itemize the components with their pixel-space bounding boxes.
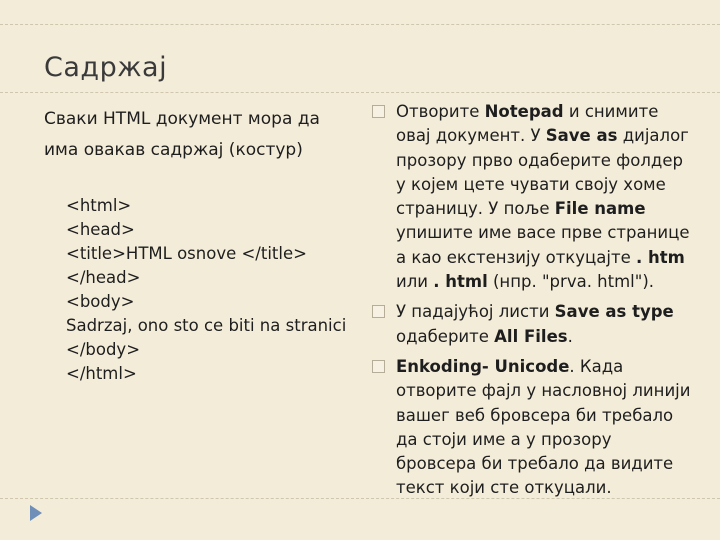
bullet-bold-term: Save as [545,126,618,146]
bullet-bold-term: . htm [635,247,685,267]
bullet-bold-term: Notepad [484,102,564,121]
bullet-text: У падајућој листи [396,302,555,322]
code-line: <html> [66,196,132,215]
code-line: </body> [66,340,141,359]
bullet-bold-term: File name [554,199,646,219]
instructions-list [372,100,692,507]
title-dashed-divider [0,92,720,93]
next-slide-arrow-icon[interactable] [30,505,42,521]
bullet-item [372,355,692,501]
code-line: <title>HTML osnove </title> [66,244,307,263]
bullet-text: Отворите [396,102,485,121]
bullet-text: или [396,272,434,292]
code-line: Sadrzaj, ono sto ce biti na stranici [66,316,347,335]
bullet-text: упишите име васе прве странице а као екстензију откуцајте [396,223,690,267]
bullet-bold-term: Save as type [554,302,674,322]
code-line: <body> [66,292,135,311]
intro-text: Сваки HTML документ мора да има овакав садржај (костур) [44,109,320,160]
square-bullet-icon [372,360,385,373]
bullet-text: дијалог прозору прво одаберите фолдер у којем цете чувати своју хоме страницу. У поље [396,126,689,219]
bullet-text: и снимите овај документ. У [396,102,659,146]
bullet-item [372,100,692,294]
top-dashed-divider [0,24,720,25]
bullet-text: . [567,326,573,346]
bullet-item [372,300,692,349]
code-line: </head> [66,268,141,287]
bullet-text: (нпр. "prva. html"). [487,272,655,292]
html-skeleton-code [66,194,366,386]
bullet-text: одаберите [396,326,495,346]
slide-title: Садржај [44,52,168,83]
bullet-bold-term: . html [433,272,488,292]
code-line: </html> [66,364,137,383]
code-line: <head> [66,220,135,239]
square-bullet-icon [372,305,385,318]
bullet-text: . Када отворите фајл у насловној линији вашег веб бровсера би требало да стоји име а у прозору бровсера би требало да видите текст који сте откуцали. [396,356,691,498]
bullet-bold-term: All Files [494,326,568,346]
bullet-bold-term: Enkoding- Unicode [396,356,570,376]
square-bullet-icon [372,105,385,118]
